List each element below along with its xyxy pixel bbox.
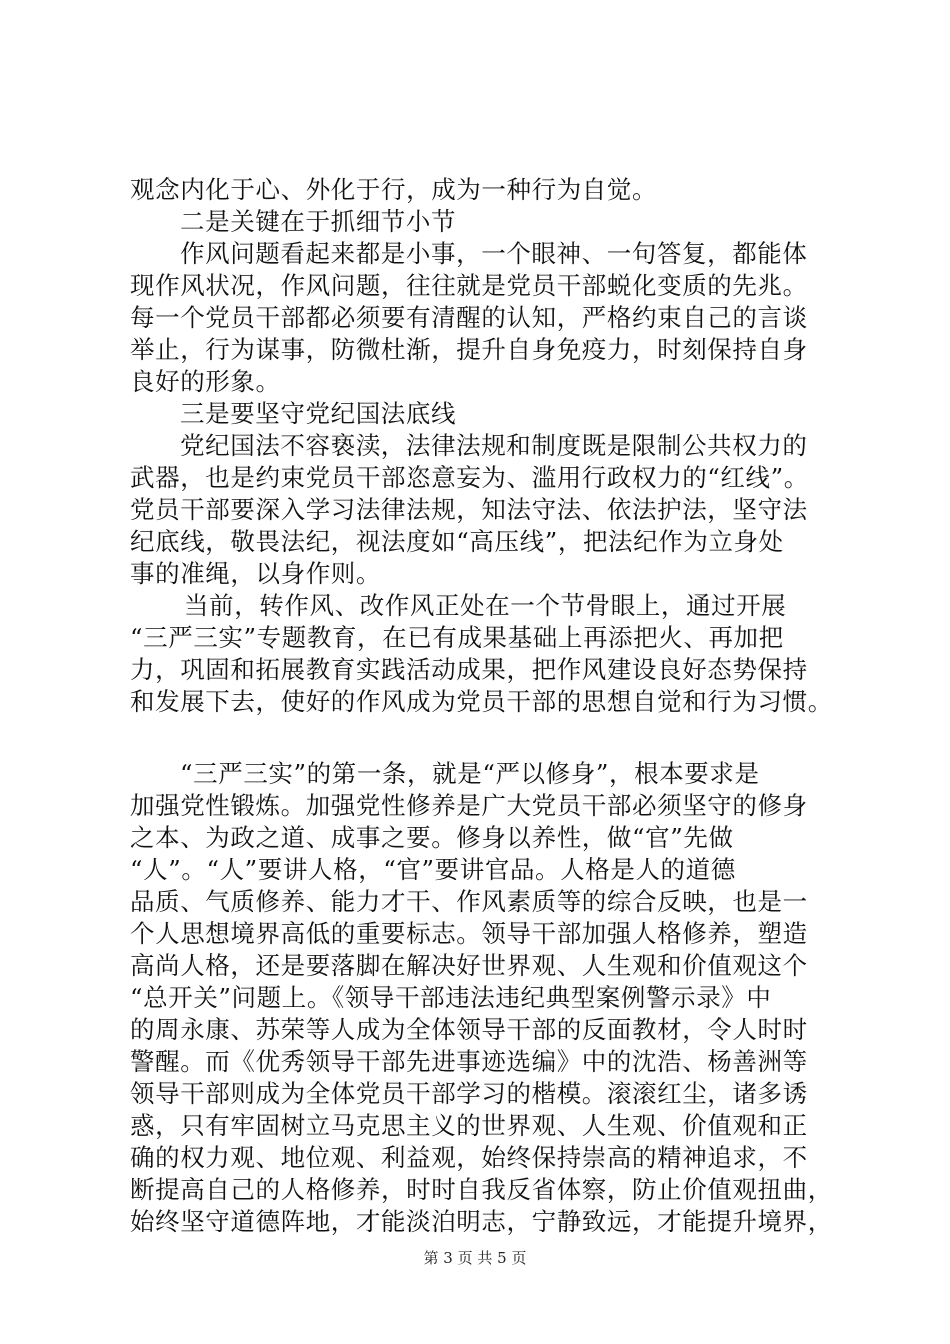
text-line: 举止，行为谋事，防微杜渐，提升自身免疫力，时刻保持自身 bbox=[130, 335, 808, 364]
section-heading: 二是关键在于抓细节小节 bbox=[180, 207, 457, 236]
text-line: “三严三实”的第一条，就是“严以修身”，根本要求是 bbox=[180, 759, 760, 788]
text-line: 纪底线，敬畏法纪，视法度如“高压线”，把法纪作为立身处 bbox=[130, 527, 784, 556]
text-line: 断提高自己的人格修养，时时自我反省体察，防止价值观扭曲， bbox=[130, 1175, 833, 1204]
paragraph-gap bbox=[130, 718, 850, 758]
text-line: “人”。“人”要讲人格，“官”要讲官品。人格是人的道德 bbox=[130, 855, 736, 884]
text-line: 力，巩固和拓展教育实践活动成果，把作风建设良好态势保持 bbox=[130, 655, 808, 684]
text-line: 武器，也是约束党员干部恣意妄为、滥用行政权力的“红线”。 bbox=[130, 463, 809, 492]
text-line: 和发展下去，使好的作风成为党员干部的思想自觉和行为习惯。 bbox=[130, 687, 833, 716]
text-line: 党员干部要深入学习法律法规，知法守法、依法护法，坚守法 bbox=[130, 495, 808, 524]
text-line: 党纪国法不容亵渎，法律法规和制度既是限制公共权力的 bbox=[180, 431, 808, 460]
text-line: 作风问题看起来都是小事，一个眼神、一句答复，都能体 bbox=[180, 239, 808, 268]
text-line: 良好的形象。 bbox=[130, 367, 281, 396]
text-line: 品质、气质修养、能力才干、作风素质等的综合反映，也是一 bbox=[130, 887, 808, 916]
text-line: 领导干部则成为全体党员干部学习的楷模。滚滚红尘，诸多诱 bbox=[130, 1079, 808, 1108]
text-line: 事的准绳，以身作则。 bbox=[130, 559, 381, 588]
text-line: 高尚人格，还是要落脚在解决好世界观、人生观和价值观这个 bbox=[130, 951, 808, 980]
text-line: 加强党性锻炼。加强党性修养是广大党员干部必须坚守的修身 bbox=[130, 791, 808, 820]
text-line: 之本、为政之道、成事之要。修身以养性，做“官”先做 bbox=[130, 823, 734, 852]
text-line: 每一个党员干部都必须要有清醒的认知，严格约束自己的言谈 bbox=[130, 303, 808, 332]
text-line: 始终坚守道德阵地，才能淡泊明志，宁静致远，才能提升境界， bbox=[130, 1207, 833, 1236]
text-line: 确的权力观、地位观、利益观，始终保持崇高的精神追求，不 bbox=[130, 1143, 808, 1172]
text-line: “三严三实”专题教育，在已有成果基础上再添把火、再加把 bbox=[130, 623, 784, 652]
document-body bbox=[130, 174, 850, 1238]
text-line: 惑，只有牢固树立马克思主义的世界观、人生观、价值观和正 bbox=[130, 1111, 808, 1140]
section-heading: 三是要坚守党纪国法底线 bbox=[180, 399, 457, 428]
text-line: 观念内化于心、外化于行，成为一种行为自觉。 bbox=[130, 175, 658, 204]
text-line: “总开关”问题上。《领导干部违法违纪典型案例警示录》中 bbox=[130, 983, 772, 1012]
text-line: 现作风状况，作风问题，往往就是党员干部蜕化变质的先兆。 bbox=[130, 271, 808, 300]
text-line: 的周永康、苏荣等人成为全体领导干部的反面教材，令人时时 bbox=[130, 1015, 808, 1044]
page-number-footer: 第 3 页 共 5 页 bbox=[423, 1249, 527, 1267]
text-line: 警醒。而《优秀领导干部先进事迹选编》中的沈浩、杨善洲等 bbox=[130, 1047, 808, 1076]
text-line: 个人思想境界高低的重要标志。领导干部加强人格修养，塑造 bbox=[130, 919, 808, 948]
text-line: 当前，转作风、改作风正处在一个节骨眼上，通过开展 bbox=[184, 591, 787, 620]
